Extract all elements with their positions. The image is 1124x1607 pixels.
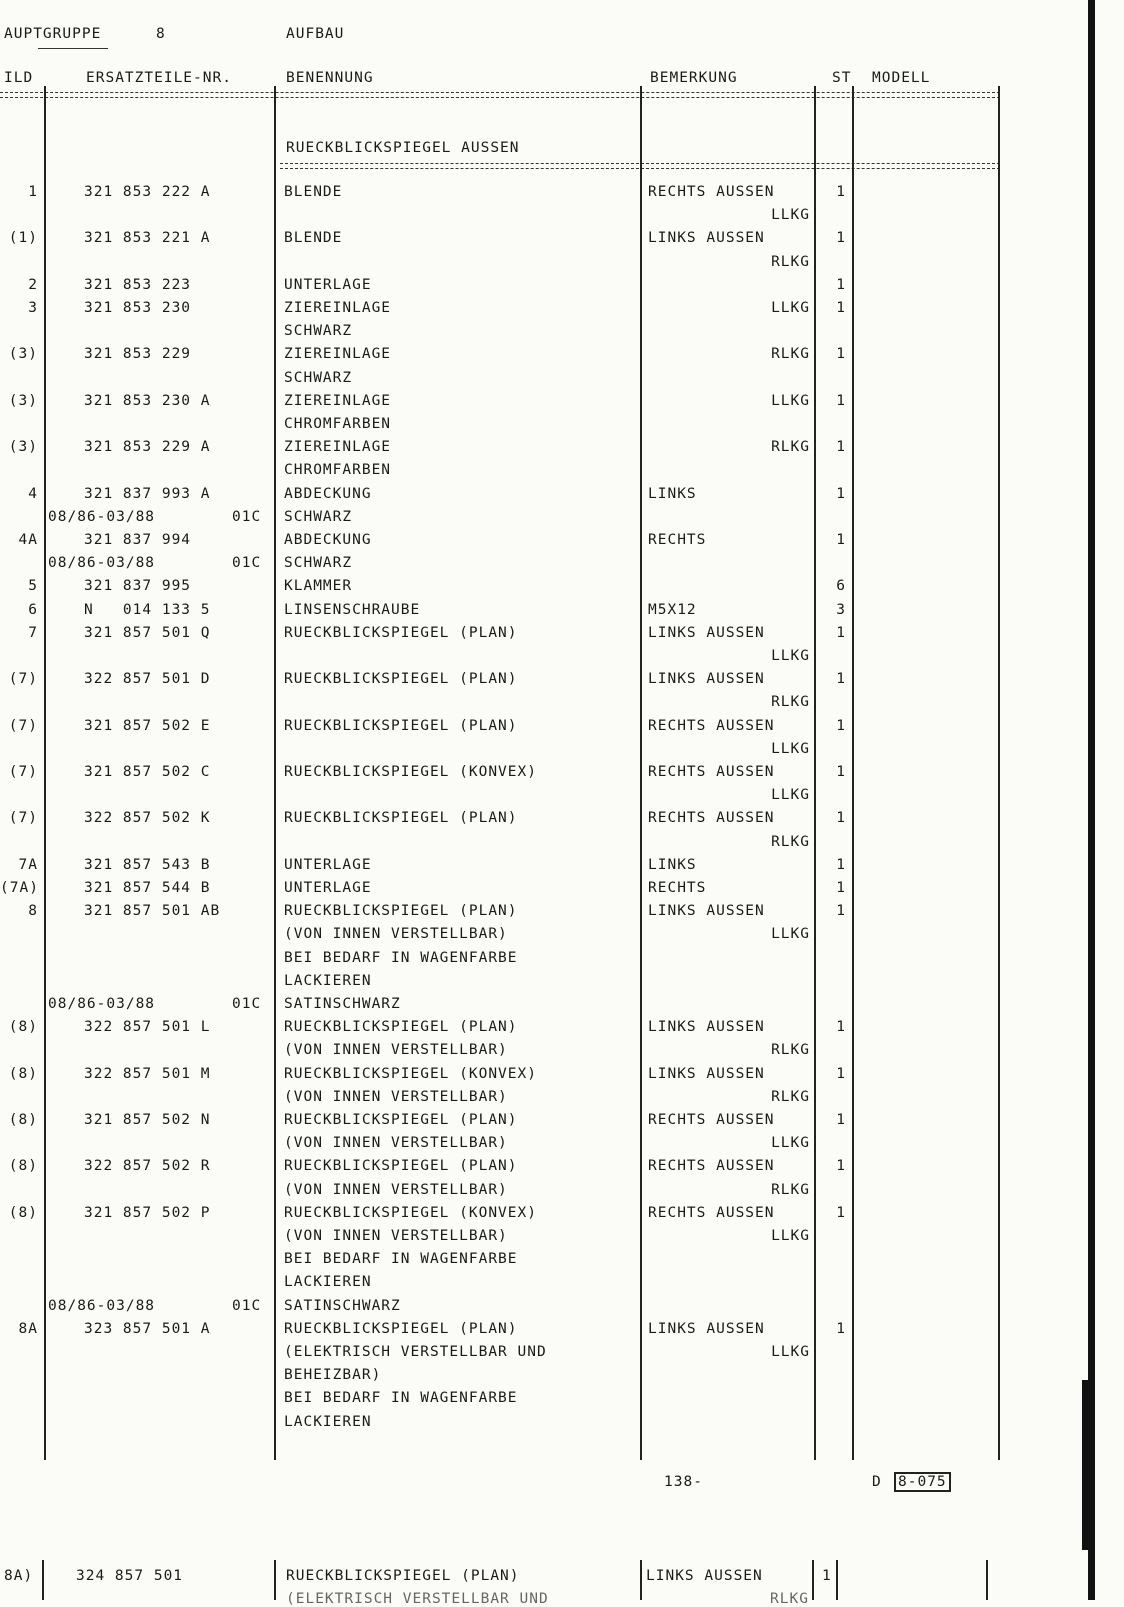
table-row: [0, 1414, 1124, 1437]
table-row: [0, 346, 1124, 369]
table-cell-bild: (3): [8, 392, 38, 409]
table-cell-qty: 1: [836, 810, 846, 827]
table-row: [0, 1228, 1124, 1251]
table-row: [0, 764, 1124, 787]
table-cell-bild: 3: [28, 300, 38, 316]
table-row: [0, 718, 1124, 741]
table-cell-name: RUECKBLICKSPIEGEL (PLAN): [284, 903, 518, 920]
table-cell-name: RUECKBLICKSPIEGEL (PLAN): [284, 1320, 518, 1337]
table-cell-qty: 1: [836, 1112, 846, 1128]
group-title: AUFBAU: [286, 26, 345, 42]
table-cell-qty: 1: [836, 1204, 846, 1221]
table-cell-name: RUECKBLICKSPIEGEL (PLAN): [284, 624, 518, 641]
table-row: [0, 996, 1124, 1019]
table-cell-remark: RECHTS AUSSEN: [648, 1158, 775, 1175]
table-cell-bild: 8A: [18, 1320, 38, 1337]
next-page-remark: LINKS AUSSEN: [646, 1568, 763, 1584]
table-cell-name: RUECKBLICKSPIEGEL (PLAN): [284, 671, 518, 688]
table-cell-name: BEHEIZBAR): [284, 1367, 382, 1384]
table-cell-remark-variant: LLKG: [771, 740, 810, 757]
next-page-remark-r: RLKG: [770, 1591, 809, 1607]
next-page-bild: 8A): [4, 1568, 34, 1584]
table-cell-code: 01C: [232, 508, 262, 525]
table-cell-part-number: N 014 133 5: [84, 601, 211, 618]
table-row: [0, 439, 1124, 462]
table-cell-name: LACKIEREN: [284, 1274, 372, 1291]
section-title: RUECKBLICKSPIEGEL AUSSEN: [286, 140, 520, 156]
table-cell-remark: RECHTS AUSSEN: [648, 184, 775, 200]
table-cell-qty: 1: [836, 856, 846, 873]
table-cell-remark: LINKS AUSSEN: [648, 903, 765, 920]
table-cell-qty: 6: [836, 578, 846, 595]
table-cell-remark: LINKS AUSSEN: [648, 624, 765, 641]
table-cell-name: SCHWARZ: [284, 508, 353, 525]
table-cell-qty: 1: [836, 1065, 846, 1082]
table-cell-bild: 1: [28, 184, 38, 200]
table-cell-name: UNTERLAGE: [284, 880, 372, 896]
table-cell-remark-variant: RLKG: [771, 346, 810, 363]
table-cell-part-number: 321 853 230: [84, 300, 192, 316]
table-cell-bild: (7A): [0, 880, 39, 896]
table-cell-bild: 7A: [18, 856, 38, 873]
table-cell-remark-variant: RLKG: [771, 694, 810, 711]
table-cell-bild: 8: [28, 903, 38, 920]
table-cell-bild: (7): [8, 810, 38, 827]
table-cell-part-number: 321 853 230 A: [84, 392, 211, 409]
table-cell-remark-variant: RLKG: [771, 253, 810, 270]
table-cell-name: RUECKBLICKSPIEGEL (PLAN): [284, 717, 518, 734]
table-row: [0, 834, 1124, 857]
table-cell-name: CHROMFARBEN: [284, 416, 392, 432]
table-row: [0, 207, 1124, 230]
table-row: [0, 254, 1124, 277]
table-cell-name: ZIEREINLAGE: [284, 392, 392, 409]
table-cell-part-number: 321 857 502 C: [84, 764, 211, 780]
table-cell-qty: 1: [836, 880, 846, 896]
table-cell-name: (VON INNEN VERSTELLBAR): [284, 1181, 508, 1198]
table-cell-qty: 1: [836, 439, 846, 456]
table-cell-date: 08/86-03/88: [48, 996, 156, 1012]
table-cell-qty: 1: [836, 532, 846, 548]
table-cell-part-number: 322 857 501 D: [84, 671, 211, 688]
table-cell-qty: 1: [836, 485, 846, 502]
table-cell-name: RUECKBLICKSPIEGEL (KONVEX): [284, 1204, 537, 1221]
table-row: [0, 1367, 1124, 1390]
table-row: [0, 741, 1124, 764]
table-cell-code: 01C: [232, 1297, 262, 1314]
table-row: [0, 1205, 1124, 1228]
table-cell-remark-variant: LLKG: [771, 787, 810, 804]
table-cell-name: BEI BEDARF IN WAGENFARBE: [284, 949, 518, 966]
table-cell-remark: RECHTS AUSSEN: [648, 810, 775, 827]
table-row: [0, 1066, 1124, 1089]
column-header-bild: ILD: [4, 70, 34, 86]
table-cell-remark: RECHTS AUSSEN: [648, 764, 775, 780]
table-row: [0, 880, 1124, 903]
table-cell-part-number: 321 857 501 Q: [84, 624, 211, 641]
table-cell-part-number: 322 857 502 R: [84, 1158, 211, 1175]
table-row: [0, 578, 1124, 601]
table-cell-qty: 1: [836, 717, 846, 734]
table-cell-remark-variant: LLKG: [771, 1135, 810, 1152]
table-row: [0, 1042, 1124, 1065]
table-cell-name: RUECKBLICKSPIEGEL (PLAN): [284, 1158, 518, 1175]
table-row: [0, 810, 1124, 833]
next-page-line-4: [812, 1560, 814, 1600]
table-cell-remark: RECHTS AUSSEN: [648, 717, 775, 734]
table-row: [0, 1158, 1124, 1181]
table-cell-bild: (7): [8, 717, 38, 734]
table-cell-remark-variant: RLKG: [771, 1181, 810, 1198]
table-cell-name: KLAMMER: [284, 578, 353, 595]
table-row: [0, 602, 1124, 625]
next-page-line-5: [836, 1560, 838, 1600]
table-cell-remark-variant: LLKG: [771, 392, 810, 409]
table-cell-part-number: 321 853 229 A: [84, 439, 211, 456]
next-page-name: RUECKBLICKSPIEGEL (PLAN): [286, 1568, 520, 1584]
table-cell-remark: LINKS AUSSEN: [648, 671, 765, 688]
table-cell-part-number: 322 857 501 L: [84, 1019, 211, 1036]
table-cell-bild: (8): [8, 1065, 38, 1082]
table-cell-name: RUECKBLICKSPIEGEL (KONVEX): [284, 764, 537, 780]
table-cell-part-number: 321 853 221 A: [84, 230, 211, 247]
table-cell-qty: 1: [836, 764, 846, 780]
next-page-line-1: [42, 1560, 44, 1600]
table-cell-part-number: 322 857 502 K: [84, 810, 211, 827]
table-cell-name: LINSENSCHRAUBE: [284, 601, 421, 618]
table-cell-part-number: 321 837 994: [84, 532, 192, 548]
table-cell-bild: 6: [28, 601, 38, 618]
table-cell-remark: RECHTS: [648, 880, 707, 896]
table-cell-bild: 7: [28, 624, 38, 641]
table-cell-bild: (3): [8, 346, 38, 363]
table-cell-part-number: 321 857 502 E: [84, 717, 211, 734]
table-cell-qty: 1: [836, 1158, 846, 1175]
table-cell-qty: 1: [836, 903, 846, 920]
table-cell-bild: (8): [8, 1204, 38, 1221]
table-cell-remark-variant: LLKG: [771, 648, 810, 664]
table-cell-part-number: 321 857 501 AB: [84, 903, 221, 920]
table-cell-name: RUECKBLICKSPIEGEL (PLAN): [284, 1112, 518, 1128]
next-page-line-3: [640, 1560, 642, 1600]
column-header-modell: MODELL: [872, 70, 931, 86]
table-cell-qty: 1: [836, 230, 846, 247]
table-cell-bild: (1): [8, 230, 38, 247]
table-cell-name: BLENDE: [284, 184, 343, 200]
table-row: [0, 230, 1124, 253]
table-cell-remark-variant: LLKG: [771, 1228, 810, 1244]
header-rule: [0, 92, 1000, 98]
table-cell-remark: LINKS AUSSEN: [648, 1320, 765, 1337]
footer-letter: D: [872, 1474, 882, 1490]
table-cell-name: BEI BEDARF IN WAGENFARBE: [284, 1251, 518, 1268]
table-cell-part-number: 321 857 543 B: [84, 856, 211, 873]
table-cell-remark: LINKS AUSSEN: [648, 230, 765, 247]
table-cell-name: LACKIEREN: [284, 972, 372, 989]
table-cell-part-number: 321 857 502 N: [84, 1112, 211, 1128]
column-header-st: ST: [832, 70, 852, 86]
table-cell-qty: 1: [836, 392, 846, 409]
table-cell-remark: RECHTS: [648, 532, 707, 548]
table-cell-bild: 5: [28, 578, 38, 595]
table-cell-bild: (8): [8, 1112, 38, 1128]
table-cell-name: ABDECKUNG: [284, 485, 372, 502]
table-row: [0, 1019, 1124, 1042]
table-cell-remark: LINKS: [648, 856, 697, 873]
column-header-bemerkung: BEMERKUNG: [650, 70, 738, 86]
table-row: [0, 1344, 1124, 1367]
table-cell-name: BLENDE: [284, 230, 343, 247]
table-cell-remark: LINKS: [648, 485, 697, 502]
table-row: [0, 926, 1124, 949]
table-cell-qty: 1: [836, 346, 846, 363]
table-row: [0, 300, 1124, 323]
next-page-line-2: [274, 1560, 276, 1600]
table-row: [0, 903, 1124, 926]
column-header-benennung: BENENNUNG: [286, 70, 374, 86]
table-cell-remark: LINKS AUSSEN: [648, 1065, 765, 1082]
table-cell-part-number: 321 857 502 P: [84, 1204, 211, 1221]
table-cell-qty: 1: [836, 184, 846, 200]
table-cell-bild: (3): [8, 439, 38, 456]
table-cell-name: (VON INNEN VERSTELLBAR): [284, 1088, 508, 1105]
table-row: [0, 555, 1124, 578]
table-cell-name: (VON INNEN VERSTELLBAR): [284, 926, 508, 943]
next-page-qty: 1: [822, 1568, 832, 1584]
table-cell-name: CHROMFARBEN: [284, 462, 392, 479]
table-cell-remark: LINKS AUSSEN: [648, 1019, 765, 1036]
table-cell-remark-variant: RLKG: [771, 439, 810, 456]
table-cell-remark-variant: RLKG: [771, 1088, 810, 1105]
table-row: [0, 1089, 1124, 1112]
table-cell-remark-variant: LLKG: [771, 300, 810, 316]
table-cell-bild: (8): [8, 1019, 38, 1036]
table-row: [0, 393, 1124, 416]
table-row: [0, 950, 1124, 973]
table-row: [0, 973, 1124, 996]
table-cell-part-number: 321 853 222 A: [84, 184, 211, 200]
table-cell-remark-variant: LLKG: [771, 1344, 810, 1360]
table-cell-part-number: 321 837 993 A: [84, 485, 211, 502]
table-row: [0, 857, 1124, 880]
table-cell-name: (VON INNEN VERSTELLBAR): [284, 1228, 508, 1244]
table-cell-name: ABDECKUNG: [284, 532, 372, 548]
table-cell-name: RUECKBLICKSPIEGEL (PLAN): [284, 810, 518, 827]
table-row: [0, 787, 1124, 810]
next-page-part-number: 324 857 501: [76, 1568, 184, 1584]
table-cell-bild: (7): [8, 764, 38, 780]
table-row: [0, 323, 1124, 346]
table-row: [0, 184, 1124, 207]
table-row: [0, 1135, 1124, 1158]
table-cell-bild: 4: [28, 485, 38, 502]
table-cell-part-number: 321 853 229: [84, 346, 192, 363]
table-cell-part-number: 321 837 995: [84, 578, 192, 595]
next-page-name-2: (ELEKTRISCH VERSTELLBAR UND: [286, 1591, 549, 1607]
table-cell-qty: 1: [836, 1019, 846, 1036]
table-row: [0, 671, 1124, 694]
table-cell-name: SCHWARZ: [284, 369, 353, 386]
table-cell-name: SCHWARZ: [284, 555, 353, 572]
table-cell-name: LACKIEREN: [284, 1413, 372, 1430]
table-row: [0, 694, 1124, 717]
table-cell-part-number: 321 853 223: [84, 276, 192, 293]
table-cell-date: 08/86-03/88: [48, 555, 156, 572]
table-row: [0, 1321, 1124, 1344]
table-row: [0, 370, 1124, 393]
table-cell-name: (VON INNEN VERSTELLBAR): [284, 1135, 508, 1152]
table-cell-part-number: 322 857 501 M: [84, 1065, 211, 1082]
table-row: [0, 509, 1124, 532]
table-cell-bild: (7): [8, 671, 38, 688]
table-row: [0, 1112, 1124, 1135]
page-number: 138-: [664, 1474, 703, 1490]
table-cell-date: 08/86-03/88: [48, 508, 156, 525]
table-cell-name: ZIEREINLAGE: [284, 439, 392, 456]
table-cell-name: BEI BEDARF IN WAGENFARBE: [284, 1390, 518, 1407]
table-cell-bild: (8): [8, 1158, 38, 1175]
table-cell-qty: 1: [836, 671, 846, 688]
page-reference: 8-075: [894, 1472, 951, 1492]
next-page-line-6: [986, 1560, 988, 1600]
table-cell-part-number: 323 857 501 A: [84, 1320, 211, 1337]
table-row: [0, 1182, 1124, 1205]
table-cell-remark-variant: LLKG: [771, 926, 810, 943]
table-cell-code: 01C: [232, 555, 262, 572]
table-row: [0, 462, 1124, 485]
table-row: [0, 648, 1124, 671]
table-cell-name: ZIEREINLAGE: [284, 300, 392, 316]
table-cell-bild: 4A: [18, 532, 38, 548]
table-cell-qty: 3: [836, 601, 846, 618]
table-cell-name: SATINSCHWARZ: [284, 1297, 401, 1314]
table-cell-name: RUECKBLICKSPIEGEL (PLAN): [284, 1019, 518, 1036]
table-cell-name: (ELEKTRISCH VERSTELLBAR UND: [284, 1344, 547, 1360]
table-cell-remark: M5X12: [648, 601, 697, 618]
table-row: [0, 1390, 1124, 1413]
table-cell-name: UNTERLAGE: [284, 276, 372, 293]
table-cell-remark-variant: RLKG: [771, 1042, 810, 1059]
table-row: [0, 625, 1124, 648]
table-cell-qty: 1: [836, 300, 846, 316]
table-cell-qty: 1: [836, 1320, 846, 1337]
table-cell-name: UNTERLAGE: [284, 856, 372, 873]
table-row: [0, 416, 1124, 439]
table-cell-name: SATINSCHWARZ: [284, 996, 401, 1012]
table-row: [0, 486, 1124, 509]
table-cell-qty: 1: [836, 276, 846, 293]
header-underline: [38, 48, 108, 49]
table-cell-remark: RECHTS AUSSEN: [648, 1112, 775, 1128]
table-cell-bild: 2: [28, 276, 38, 293]
column-header-teilenr: ERSATZTEILE-NR.: [86, 70, 232, 86]
hauptgruppe-value: 8: [156, 26, 166, 42]
table-cell-name: ZIEREINLAGE: [284, 346, 392, 363]
table-cell-qty: 1: [836, 624, 846, 641]
table-row: [0, 1251, 1124, 1274]
table-row: [0, 1274, 1124, 1297]
table-row: [0, 532, 1124, 555]
table-cell-remark: RECHTS AUSSEN: [648, 1204, 775, 1221]
table-cell-remark-variant: LLKG: [771, 207, 810, 224]
table-cell-name: SCHWARZ: [284, 323, 353, 340]
hauptgruppe-label: AUPTGRUPPE: [4, 26, 102, 42]
table-row: [0, 277, 1124, 300]
table-row: [0, 1298, 1124, 1321]
table-cell-name: (VON INNEN VERSTELLBAR): [284, 1042, 508, 1059]
table-cell-name: RUECKBLICKSPIEGEL (KONVEX): [284, 1065, 537, 1082]
table-cell-code: 01C: [232, 996, 262, 1012]
table-cell-part-number: 321 857 544 B: [84, 880, 211, 896]
table-cell-date: 08/86-03/88: [48, 1297, 156, 1314]
table-cell-remark-variant: RLKG: [771, 833, 810, 850]
